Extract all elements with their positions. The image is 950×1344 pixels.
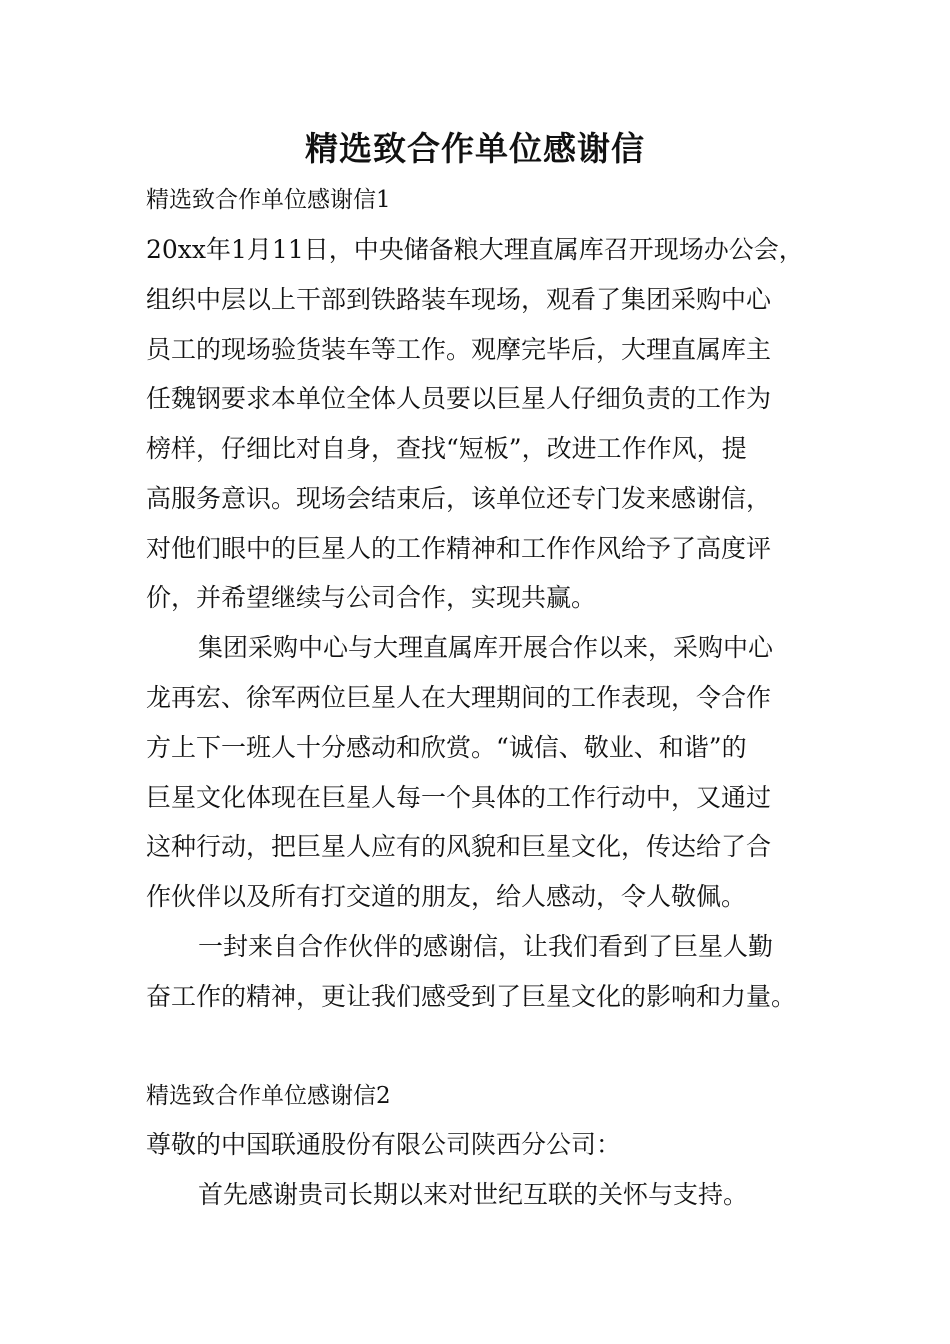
paragraph-line: 巨星文化体现在巨星人每一个具体的工作行动中，又通过 [146, 783, 772, 812]
paragraph-line: 奋工作的精神，更让我们感受到了巨星文化的影响和力量。 [146, 982, 797, 1011]
paragraph-line: 方上下一班人十分感动和欣赏。“诚信、敬业、和谐”的 [146, 733, 747, 762]
paragraph-line: 集团采购中心与大理直属库开展合作以来，采购中心 [198, 633, 774, 662]
paragraph-line: 高服务意识。现场会结束后，该单位还专门发来感谢信， [146, 484, 772, 513]
document-title: 精选致合作单位感谢信 [305, 129, 645, 168]
paragraph-line: 首先感谢贵司长期以来对世纪互联的关怀与支持。 [198, 1180, 749, 1209]
paragraph-line: 榜样，仔细比对自身，查找“短板”，改进工作作风，提 [146, 434, 747, 463]
paragraph-line: 价，并希望继续与公司合作，实现共赢。 [146, 583, 597, 612]
paragraph-line: 这种行动，把巨星人应有的风貌和巨星文化，传达给了合 [146, 832, 772, 861]
paragraph-line: 组织中层以上干部到铁路装车现场，观看了集团采购中心 [146, 285, 772, 314]
paragraph-line: 对他们眼中的巨星人的工作精神和工作作风给予了高度评 [146, 534, 772, 563]
paragraph-line: 任魏钢要求本单位全体人员要以巨星人仔细负责的工作为 [146, 384, 772, 413]
section-1-heading: 精选致合作单位感谢信1 [146, 187, 391, 213]
paragraph-line: 一封来自合作伙伴的感谢信，让我们看到了巨星人勤 [198, 932, 774, 961]
salutation: 尊敬的中国联通股份有限公司陕西分公司： [146, 1130, 622, 1159]
section-2-heading: 精选致合作单位感谢信2 [146, 1083, 391, 1109]
paragraph-line: 作伙伴以及所有打交道的朋友，给人感动，令人敬佩。 [146, 882, 747, 911]
paragraph-line: 20xx年1月11日，中央储备粮大理直属库召开现场办公会， [146, 235, 804, 264]
paragraph-line: 员工的现场验货装车等工作。观摩完毕后，大理直属库主 [146, 335, 772, 364]
paragraph-line: 龙再宏、徐军两位巨星人在大理期间的工作表现，令合作 [146, 683, 772, 712]
